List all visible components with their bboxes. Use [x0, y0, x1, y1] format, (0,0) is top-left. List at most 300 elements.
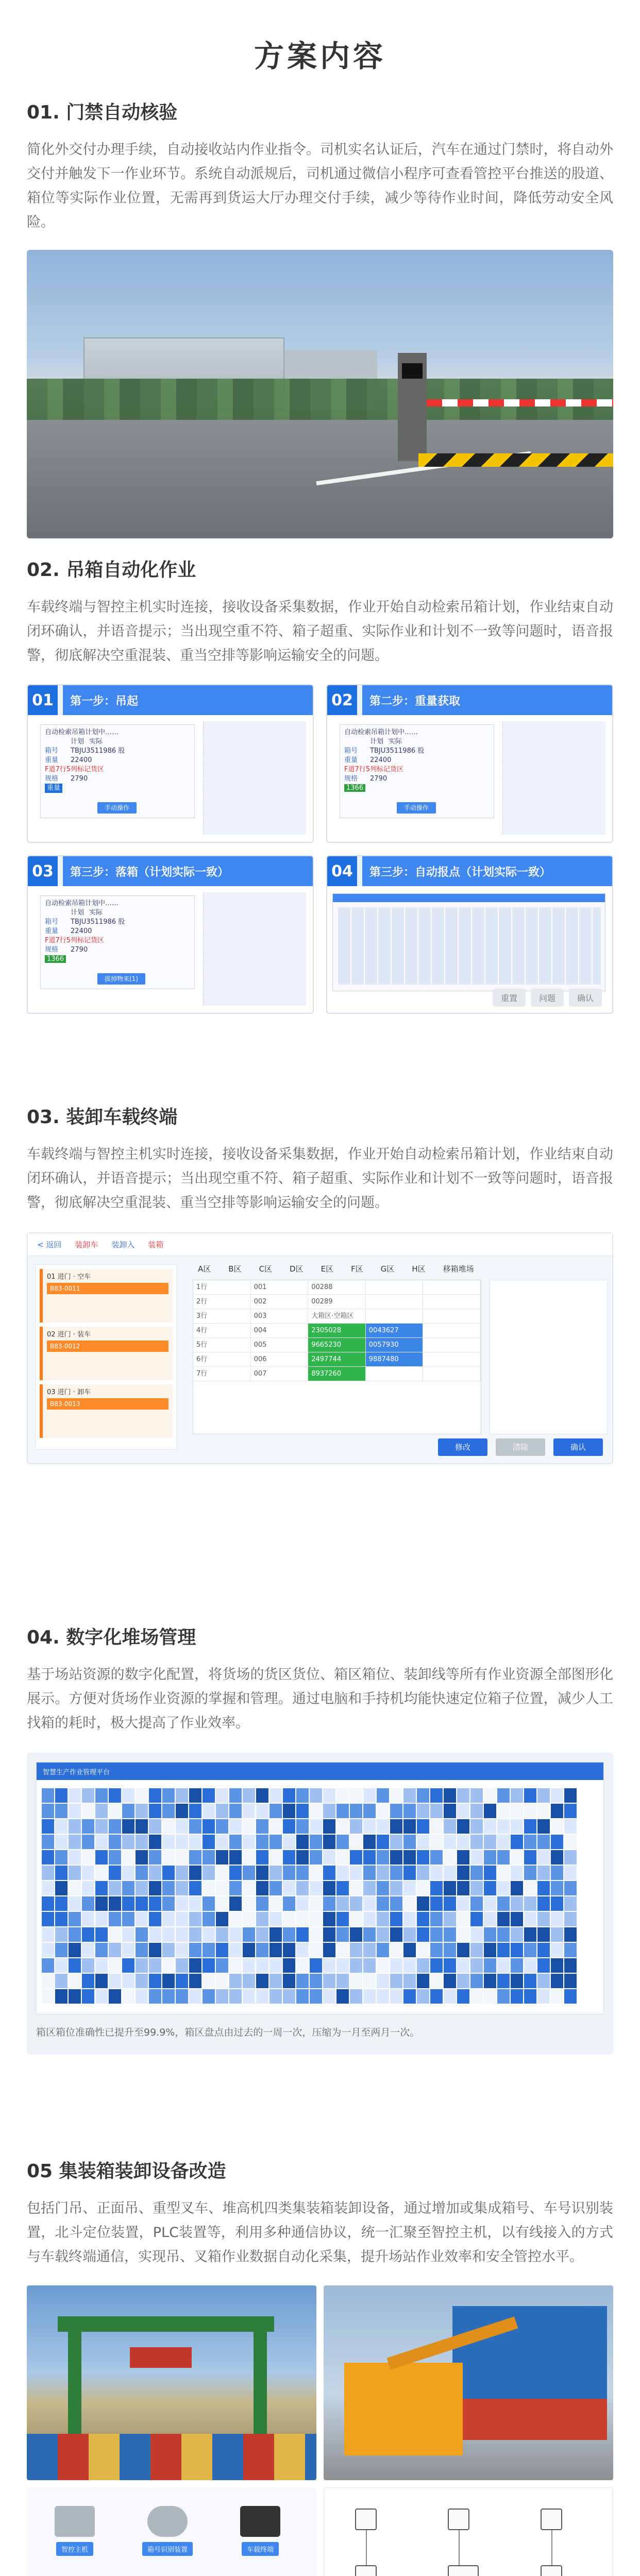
- grid-cell[interactable]: 4行: [193, 1324, 251, 1337]
- yard-slot[interactable]: [229, 1835, 242, 1849]
- yard-slot[interactable]: [377, 1943, 389, 1957]
- yard-slot[interactable]: [524, 1881, 536, 1895]
- yard-slot[interactable]: [390, 1989, 402, 2004]
- yard-slot[interactable]: [189, 1804, 201, 1818]
- yard-slot[interactable]: [444, 1835, 456, 1849]
- yard-slot[interactable]: [511, 1819, 523, 1834]
- yard-slot[interactable]: [95, 1788, 108, 1803]
- yard-slot[interactable]: [497, 1912, 510, 1926]
- yard-slot[interactable]: [470, 1943, 483, 1957]
- yard-slot[interactable]: [109, 1927, 121, 1942]
- yard-slot[interactable]: [350, 1881, 362, 1895]
- yard-slot[interactable]: [176, 1927, 188, 1942]
- yard-slot[interactable]: [283, 1943, 295, 1957]
- yard-slot[interactable]: [551, 1819, 563, 1834]
- yard-slot[interactable]: [203, 1927, 215, 1942]
- yard-slot[interactable]: [229, 1912, 242, 1926]
- yard-slot[interactable]: [430, 1974, 443, 1988]
- yard-slot[interactable]: [390, 1866, 402, 1880]
- grid-cell[interactable]: 8937260: [308, 1367, 366, 1381]
- yard-slot[interactable]: [417, 1850, 429, 1865]
- yard-slot[interactable]: [457, 1958, 469, 1973]
- yard-slot[interactable]: [176, 1804, 188, 1818]
- yard-slot[interactable]: [310, 1974, 322, 1988]
- yard-slot[interactable]: [69, 1989, 81, 2004]
- yard-slot[interactable]: [243, 1881, 255, 1895]
- yard-slot[interactable]: [203, 1958, 215, 1973]
- yard-slot[interactable]: [457, 1943, 469, 1957]
- yard-slot[interactable]: [82, 1912, 94, 1926]
- yard-slot[interactable]: [176, 1989, 188, 2004]
- yard-slot[interactable]: [350, 1974, 362, 1988]
- task-item[interactable]: [40, 1384, 173, 1438]
- yard-slot[interactable]: [336, 1804, 349, 1818]
- yard-slot[interactable]: [444, 1989, 456, 2004]
- yard-slot[interactable]: [403, 1850, 416, 1865]
- yard-slot[interactable]: [470, 1989, 483, 2004]
- yard-slot[interactable]: [323, 1912, 335, 1926]
- yard-slot[interactable]: [42, 1974, 54, 1988]
- yard-slot[interactable]: [430, 1896, 443, 1911]
- grid-cell[interactable]: [366, 1309, 424, 1323]
- grid-cell[interactable]: [423, 1324, 481, 1337]
- yard-slot[interactable]: [524, 1804, 536, 1818]
- grid-cell[interactable]: 5行: [193, 1338, 251, 1352]
- yard-slot[interactable]: [95, 1881, 108, 1895]
- yard-slot[interactable]: [310, 1927, 322, 1942]
- yard-slot[interactable]: [256, 1989, 268, 2004]
- yard-slot[interactable]: [564, 1881, 577, 1895]
- yard-slot[interactable]: [296, 1958, 309, 1973]
- yard-slot[interactable]: [283, 1958, 295, 1973]
- yard-slot[interactable]: [82, 1804, 94, 1818]
- yard-slot[interactable]: [270, 1819, 282, 1834]
- yard-slot[interactable]: [350, 1989, 362, 2004]
- yard-slot[interactable]: [524, 1788, 536, 1803]
- yard-slot[interactable]: [457, 1896, 469, 1911]
- yard-slot[interactable]: [283, 1881, 295, 1895]
- yard-slot[interactable]: [122, 1788, 134, 1803]
- yard-slot[interactable]: [417, 1881, 429, 1895]
- yard-slot[interactable]: [189, 1819, 201, 1834]
- yard-slot[interactable]: [149, 1974, 161, 1988]
- yard-slot[interactable]: [417, 1989, 429, 2004]
- yard-slot[interactable]: [95, 1819, 108, 1834]
- yard-slot[interactable]: [377, 1927, 389, 1942]
- yard-slot[interactable]: [350, 1943, 362, 1957]
- yard-slot[interactable]: [162, 1943, 175, 1957]
- yard-slot[interactable]: [390, 1943, 402, 1957]
- task-item[interactable]: [40, 1327, 173, 1380]
- yard-slot[interactable]: [470, 1866, 483, 1880]
- yard-slot[interactable]: [82, 1788, 94, 1803]
- yard-slot[interactable]: [109, 1881, 121, 1895]
- grid-cell[interactable]: 004: [251, 1324, 309, 1337]
- yard-slot[interactable]: [564, 1974, 577, 1988]
- yard-slot[interactable]: [430, 1835, 443, 1849]
- yard-slot[interactable]: [511, 1804, 523, 1818]
- yard-slot[interactable]: [363, 1881, 376, 1895]
- yard-slot[interactable]: [363, 1927, 376, 1942]
- yard-slot[interactable]: [310, 1850, 322, 1865]
- yard-slot[interactable]: [430, 1989, 443, 2004]
- yard-slot[interactable]: [95, 1804, 108, 1818]
- grid-cell[interactable]: 00288: [308, 1280, 366, 1294]
- yard-slot[interactable]: [564, 1912, 577, 1926]
- yard-slot[interactable]: [203, 1819, 215, 1834]
- yard-slot[interactable]: [430, 1850, 443, 1865]
- yard-slot[interactable]: [229, 1896, 242, 1911]
- yard-slot[interactable]: [336, 1912, 349, 1926]
- yard-slot[interactable]: [136, 1943, 148, 1957]
- yard-slot[interactable]: [283, 1989, 295, 2004]
- yard-slot[interactable]: [283, 1974, 295, 1988]
- yard-slot[interactable]: [524, 1866, 536, 1880]
- grid-cell[interactable]: [423, 1352, 481, 1366]
- yard-slot[interactable]: [109, 1850, 121, 1865]
- yard-slot[interactable]: [69, 1896, 81, 1911]
- yard-slot[interactable]: [430, 1912, 443, 1926]
- yard-slot[interactable]: [82, 1896, 94, 1911]
- yard-slot[interactable]: [564, 1866, 577, 1880]
- grid-cell[interactable]: [423, 1309, 481, 1323]
- yard-slot[interactable]: [109, 1804, 121, 1818]
- yard-slot[interactable]: [457, 1881, 469, 1895]
- yard-slot[interactable]: [323, 1835, 335, 1849]
- yard-slot[interactable]: [551, 1943, 563, 1957]
- yard-slot[interactable]: [189, 1927, 201, 1942]
- yard-slot[interactable]: [270, 1958, 282, 1973]
- yard-slot[interactable]: [229, 1850, 242, 1865]
- yard-slot[interactable]: [55, 1850, 68, 1865]
- yard-slot[interactable]: [564, 1943, 577, 1957]
- yard-slot[interactable]: [42, 1927, 54, 1942]
- yard-slot[interactable]: [390, 1927, 402, 1942]
- yard-slot[interactable]: [42, 1788, 54, 1803]
- yard-slot[interactable]: [42, 1958, 54, 1973]
- yard-slot[interactable]: [189, 1958, 201, 1973]
- yard-slot[interactable]: [310, 1866, 322, 1880]
- grid-cell[interactable]: 6行: [193, 1352, 251, 1366]
- yard-slot[interactable]: [377, 1850, 389, 1865]
- yard-slot[interactable]: [136, 1912, 148, 1926]
- yard-slot[interactable]: [377, 1835, 389, 1849]
- yard-slot[interactable]: [444, 1819, 456, 1834]
- yard-slot[interactable]: [69, 1804, 81, 1818]
- yard-slot[interactable]: [444, 1788, 456, 1803]
- yard-slot[interactable]: [136, 1788, 148, 1803]
- yard-slot[interactable]: [403, 1927, 416, 1942]
- yard-slot[interactable]: [176, 1850, 188, 1865]
- yard-slot[interactable]: [82, 1927, 94, 1942]
- yard-slot[interactable]: [470, 1835, 483, 1849]
- yard-slot[interactable]: [417, 1943, 429, 1957]
- yard-slot[interactable]: [564, 1927, 577, 1942]
- yard-slot[interactable]: [390, 1881, 402, 1895]
- yard-slot[interactable]: [470, 1881, 483, 1895]
- yard-slot[interactable]: [310, 1804, 322, 1818]
- yard-slot[interactable]: [256, 1835, 268, 1849]
- yard-slot[interactable]: [203, 1835, 215, 1849]
- yard-slot[interactable]: [256, 1850, 268, 1865]
- yard-slot[interactable]: [270, 1912, 282, 1926]
- yard-slot[interactable]: [537, 1896, 550, 1911]
- yard-slot[interactable]: [524, 1850, 536, 1865]
- yard-slot[interactable]: [216, 1943, 228, 1957]
- grid-cell[interactable]: 007: [251, 1367, 309, 1381]
- yard-slot[interactable]: [109, 1912, 121, 1926]
- yard-slot[interactable]: [203, 1804, 215, 1818]
- yard-slot[interactable]: [203, 1896, 215, 1911]
- grid-cell[interactable]: [423, 1367, 481, 1381]
- grid-cell[interactable]: 2305028: [308, 1324, 366, 1337]
- yard-slot[interactable]: [109, 1989, 121, 2004]
- yard-slot[interactable]: [109, 1819, 121, 1834]
- yard-slot[interactable]: [216, 1958, 228, 1973]
- yard-slot[interactable]: [216, 1788, 228, 1803]
- yard-slot[interactable]: [203, 1881, 215, 1895]
- yard-slot[interactable]: [350, 1927, 362, 1942]
- yard-slot[interactable]: [136, 1804, 148, 1818]
- yard-slot[interactable]: [444, 1804, 456, 1818]
- yard-slot[interactable]: [296, 1927, 309, 1942]
- grid-cell[interactable]: [423, 1338, 481, 1352]
- yard-slot[interactable]: [216, 1866, 228, 1880]
- yard-slot[interactable]: [176, 1896, 188, 1911]
- grid-cell[interactable]: 006: [251, 1352, 309, 1366]
- yard-slot[interactable]: [444, 1927, 456, 1942]
- yard-slot[interactable]: [55, 1866, 68, 1880]
- yard-slot[interactable]: [430, 1927, 443, 1942]
- yard-slot[interactable]: [69, 1912, 81, 1926]
- yard-slot[interactable]: [243, 1819, 255, 1834]
- yard-slot[interactable]: [296, 1974, 309, 1988]
- yard-slot[interactable]: [189, 1881, 201, 1895]
- yard-slot[interactable]: [537, 1804, 550, 1818]
- yard-slot[interactable]: [203, 1866, 215, 1880]
- yard-slot[interactable]: [336, 1958, 349, 1973]
- yard-slot[interactable]: [256, 1927, 268, 1942]
- yard-slot[interactable]: [95, 1958, 108, 1973]
- yard-slot[interactable]: [497, 1896, 510, 1911]
- yard-slot[interactable]: [310, 1896, 322, 1911]
- yard-slot[interactable]: [390, 1850, 402, 1865]
- yard-slot[interactable]: [390, 1788, 402, 1803]
- yard-slot[interactable]: [296, 1989, 309, 2004]
- yard-slot[interactable]: [203, 1850, 215, 1865]
- yard-slot[interactable]: [189, 1866, 201, 1880]
- reset-button[interactable]: 重置: [493, 989, 526, 1007]
- yard-slot[interactable]: [537, 1927, 550, 1942]
- yard-slot[interactable]: [136, 1835, 148, 1849]
- yard-slot[interactable]: [336, 1927, 349, 1942]
- yard-slot[interactable]: [363, 1819, 376, 1834]
- yard-slot[interactable]: [470, 1896, 483, 1911]
- yard-slot[interactable]: [336, 1788, 349, 1803]
- yard-slot[interactable]: [229, 1881, 242, 1895]
- yard-slot[interactable]: [122, 1989, 134, 2004]
- yard-slot[interactable]: [82, 1881, 94, 1895]
- grid-cell[interactable]: [366, 1280, 424, 1294]
- yard-slot[interactable]: [417, 1804, 429, 1818]
- yard-slot[interactable]: [283, 1788, 295, 1803]
- yard-slot[interactable]: [122, 1819, 134, 1834]
- yard-slot[interactable]: [551, 1974, 563, 1988]
- yard-slot[interactable]: [497, 1819, 510, 1834]
- yard-slot[interactable]: [42, 1835, 54, 1849]
- yard-slot[interactable]: [149, 1804, 161, 1818]
- yard-slot[interactable]: [511, 1927, 523, 1942]
- yard-slot[interactable]: [95, 1896, 108, 1911]
- yard-slot[interactable]: [417, 1788, 429, 1803]
- yard-slot[interactable]: [256, 1881, 268, 1895]
- yard-slot[interactable]: [350, 1912, 362, 1926]
- yard-slot[interactable]: [189, 1850, 201, 1865]
- yard-slot[interactable]: [243, 1896, 255, 1911]
- yard-slot[interactable]: [470, 1804, 483, 1818]
- yard-slot[interactable]: [350, 1850, 362, 1865]
- yard-slot[interactable]: [417, 1835, 429, 1849]
- yard-slot[interactable]: [256, 1804, 268, 1818]
- yard-slot[interactable]: [430, 1804, 443, 1818]
- yard-slot[interactable]: [229, 1927, 242, 1942]
- yard-slot[interactable]: [283, 1927, 295, 1942]
- yard-slot[interactable]: [444, 1958, 456, 1973]
- yard-slot[interactable]: [55, 1881, 68, 1895]
- yard-slot[interactable]: [417, 1896, 429, 1911]
- yard-slot[interactable]: [296, 1850, 309, 1865]
- yard-slot[interactable]: [430, 1958, 443, 1973]
- yard-slot[interactable]: [377, 1804, 389, 1818]
- yard-slot[interactable]: [243, 1835, 255, 1849]
- yard-slot[interactable]: [457, 1974, 469, 1988]
- yard-slot[interactable]: [551, 1958, 563, 1973]
- yard-slot[interactable]: [243, 1850, 255, 1865]
- yard-slot[interactable]: [296, 1866, 309, 1880]
- yard-slot[interactable]: [216, 1850, 228, 1865]
- yard-slot[interactable]: [270, 1835, 282, 1849]
- yard-slot[interactable]: [162, 1989, 175, 2004]
- yard-slot[interactable]: [189, 1896, 201, 1911]
- yard-slot[interactable]: [511, 1958, 523, 1973]
- yard-slot[interactable]: [283, 1835, 295, 1849]
- yard-slot[interactable]: [243, 1958, 255, 1973]
- yard-slot[interactable]: [551, 1804, 563, 1818]
- yard-slot[interactable]: [42, 1943, 54, 1957]
- yard-slot[interactable]: [122, 1850, 134, 1865]
- yard-slot[interactable]: [390, 1804, 402, 1818]
- yard-slot[interactable]: [323, 1896, 335, 1911]
- yard-slot[interactable]: [336, 1943, 349, 1957]
- yard-slot[interactable]: [470, 1788, 483, 1803]
- yard-slot[interactable]: [564, 1989, 577, 2004]
- yard-slot[interactable]: [136, 1881, 148, 1895]
- yard-slot[interactable]: [149, 1989, 161, 2004]
- yard-slot[interactable]: [310, 1912, 322, 1926]
- yard-slot[interactable]: [95, 1943, 108, 1957]
- yard-slot[interactable]: [270, 1804, 282, 1818]
- yard-slot[interactable]: [109, 1866, 121, 1880]
- yard-slot[interactable]: [176, 1866, 188, 1880]
- yard-slot[interactable]: [511, 1835, 523, 1849]
- yard-slot[interactable]: [216, 1912, 228, 1926]
- yard-slot[interactable]: [457, 1835, 469, 1849]
- yard-slot[interactable]: [336, 1974, 349, 1988]
- yard-slot[interactable]: [42, 1912, 54, 1926]
- confirm-button[interactable]: 确认: [553, 1438, 603, 1456]
- yard-slot[interactable]: [350, 1958, 362, 1973]
- yard-slot[interactable]: [551, 1788, 563, 1803]
- yard-slot[interactable]: [69, 1866, 81, 1880]
- yard-slot[interactable]: [162, 1896, 175, 1911]
- yard-slot[interactable]: [55, 1943, 68, 1957]
- yard-slot[interactable]: [149, 1927, 161, 1942]
- yard-slot[interactable]: [95, 1835, 108, 1849]
- yard-slot[interactable]: [551, 1835, 563, 1849]
- yard-slot[interactable]: [497, 1835, 510, 1849]
- yard-slot[interactable]: [162, 1912, 175, 1926]
- yard-slot[interactable]: [42, 1896, 54, 1911]
- yard-slot[interactable]: [95, 1927, 108, 1942]
- yard-slot[interactable]: [243, 1804, 255, 1818]
- yard-slot[interactable]: [484, 1989, 496, 2004]
- yard-slot[interactable]: [149, 1835, 161, 1849]
- yard-slot[interactable]: [524, 1927, 536, 1942]
- yard-slot[interactable]: [55, 1896, 68, 1911]
- yard-slot[interactable]: [283, 1804, 295, 1818]
- yard-slot[interactable]: [95, 1912, 108, 1926]
- yard-slot[interactable]: [229, 1866, 242, 1880]
- yard-slot[interactable]: [69, 1881, 81, 1895]
- yard-slot[interactable]: [511, 1974, 523, 1988]
- yard-slot[interactable]: [336, 1850, 349, 1865]
- zone-tab[interactable]: G区: [380, 1264, 395, 1274]
- yard-slot[interactable]: [149, 1788, 161, 1803]
- yard-slot[interactable]: [390, 1974, 402, 1988]
- yard-slot[interactable]: [216, 1881, 228, 1895]
- yard-slot[interactable]: [323, 1927, 335, 1942]
- yard-slot[interactable]: [42, 1881, 54, 1895]
- yard-slot[interactable]: [537, 1989, 550, 2004]
- yard-slot[interactable]: [162, 1881, 175, 1895]
- yard-slot[interactable]: [122, 1912, 134, 1926]
- yard-slot[interactable]: [390, 1835, 402, 1849]
- yard-slot[interactable]: [176, 1788, 188, 1803]
- yard-slot[interactable]: [564, 1804, 577, 1818]
- yard-slot[interactable]: [256, 1896, 268, 1911]
- yard-slot[interactable]: [551, 1927, 563, 1942]
- yard-slot[interactable]: [270, 1974, 282, 1988]
- yard-slot[interactable]: [42, 1866, 54, 1880]
- yard-slot[interactable]: [189, 1943, 201, 1957]
- yard-slot[interactable]: [444, 1850, 456, 1865]
- yard-slot[interactable]: [564, 1835, 577, 1849]
- grid-cell[interactable]: 3行: [193, 1309, 251, 1323]
- yard-slot[interactable]: [256, 1819, 268, 1834]
- yard-slot[interactable]: [122, 1927, 134, 1942]
- yard-slot[interactable]: [82, 1989, 94, 2004]
- yard-slot[interactable]: [403, 1896, 416, 1911]
- yard-slot[interactable]: [55, 1927, 68, 1942]
- grid-cell[interactable]: [366, 1295, 424, 1309]
- yard-slot[interactable]: [524, 1835, 536, 1849]
- yard-slot[interactable]: [403, 1835, 416, 1849]
- grid-cell[interactable]: 0057930: [366, 1338, 424, 1352]
- zone-tab[interactable]: F区: [351, 1264, 363, 1274]
- yard-slot[interactable]: [511, 1881, 523, 1895]
- yard-slot[interactable]: [310, 1958, 322, 1973]
- yard-slot[interactable]: [390, 1912, 402, 1926]
